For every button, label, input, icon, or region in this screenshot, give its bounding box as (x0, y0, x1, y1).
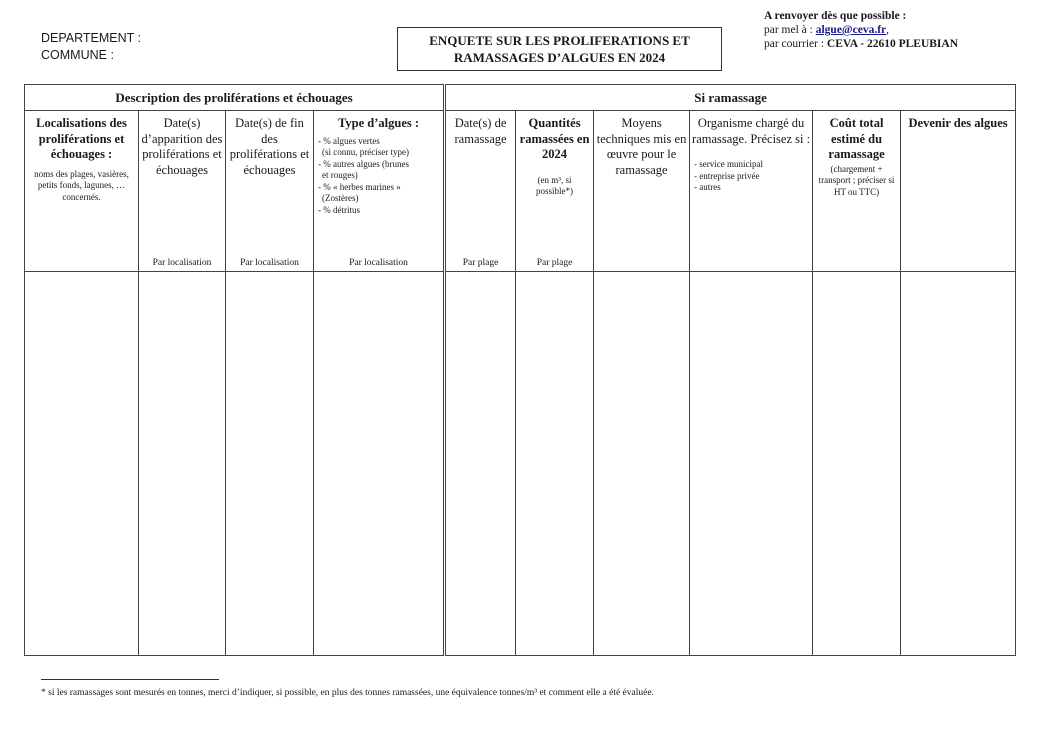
return-instructions (764, 9, 958, 51)
organisme-item: - service municipal (694, 159, 764, 169)
type-item: - % autres algues (brunes (318, 158, 409, 169)
col-quantites-title: Quantités ramassées en 2024 (519, 116, 590, 161)
col-date-apparition-note: Par localisation (152, 258, 212, 268)
col-quantites (516, 111, 594, 272)
entry-cell-cout[interactable] (813, 272, 901, 656)
entry-cell-localisations[interactable] (25, 272, 139, 656)
column-header-row (25, 111, 1016, 272)
type-item: - % détritus (318, 204, 360, 215)
entry-cell-organisme[interactable] (690, 272, 813, 656)
col-date-apparition-title: Date(s) d’apparition des proliférations et échouages (141, 116, 223, 177)
col-type-algues-title: Type d’algues : (338, 116, 420, 130)
organisme-item: - entreprise privée (694, 170, 760, 181)
commune-label: COMMUNE : (41, 48, 114, 62)
email-line (764, 23, 958, 37)
entry-cell-devenir[interactable] (901, 272, 1016, 656)
col-organisme (690, 111, 813, 272)
type-item: - % algues vertes (318, 135, 380, 146)
col-date-fin (226, 111, 314, 272)
col-date-ramassage-note: Par plage (462, 258, 499, 268)
section-description: Description des proliférations et échouages (25, 85, 445, 111)
type-item: - % « herbes marines » (318, 181, 401, 192)
col-type-algues-note: Par localisation (349, 258, 408, 268)
mail-address: CEVA - 22610 PLEUBIAN (826, 38, 959, 50)
col-date-ramassage (445, 111, 516, 272)
type-item: (Zostères) (322, 193, 359, 203)
survey-title-line1: ENQUETE SUR LES PROLIFERATIONS ET (429, 33, 690, 48)
mail-line (764, 37, 958, 51)
survey-table (24, 84, 1016, 656)
type-item: et rouges) (322, 170, 358, 180)
col-type-algues-list (314, 132, 443, 217)
col-moyens (594, 111, 690, 272)
col-cout-title: Coût total estimé du ramassage (828, 116, 885, 161)
entry-cell-moyens[interactable] (594, 272, 690, 656)
col-devenir-title: Devenir des algues (908, 116, 1008, 130)
email-suffix: , (886, 24, 890, 36)
col-type-algues (314, 111, 445, 272)
col-localisations-title: Localisations des proliférations et échouages : (36, 116, 127, 161)
return-title: A renvoyer dès que possible : (764, 10, 907, 22)
entry-cell-date-ramassage[interactable] (445, 272, 516, 656)
col-organisme-title: Organisme chargé du ramassage. Précisez si : (692, 116, 811, 146)
footnote: * si les ramassages sont mesurés en tonnes, merci d’indiquer, si possible, en plus des tonnes ramassées, une équivalence tonnes/m³ et comment elle a été évaluée. (41, 688, 654, 698)
entry-cell-quantites[interactable] (516, 272, 594, 656)
survey-title-line2: RAMASSAGES D’ALGUES EN 2024 (453, 50, 666, 65)
col-date-fin-title: Date(s) de fin des proliférations et échouages (229, 116, 310, 177)
col-organisme-list (690, 147, 812, 194)
section-header-row (25, 85, 1016, 111)
col-quantites-sub: (en m³, si possible*) (536, 174, 574, 196)
col-quantites-note: Par plage (536, 258, 573, 268)
entry-cell-type-algues[interactable] (314, 272, 445, 656)
entry-cell-date-apparition[interactable] (139, 272, 226, 656)
entry-row (25, 272, 1016, 656)
col-date-fin-note: Par localisation (240, 258, 299, 268)
departement-label: DEPARTEMENT : (41, 31, 142, 45)
location-fields (41, 30, 141, 64)
email-prefix: par mel à : (764, 24, 816, 36)
email-link[interactable]: algue@ceva.fr (815, 24, 887, 36)
col-localisations (25, 111, 139, 272)
col-date-ramassage-title: Date(s) de ramassage (454, 116, 507, 146)
footnote-divider (41, 679, 219, 680)
col-moyens-title: Moyens techniques mis en œuvre pour le ramassage (596, 116, 687, 177)
col-date-apparition (139, 111, 226, 272)
entry-cell-date-fin[interactable] (226, 272, 314, 656)
col-localisations-sub: noms des plages, vasières, petits fonds, lagunes, … concernés. (34, 168, 129, 202)
col-cout (813, 111, 901, 272)
section-ramassage: Si ramassage (445, 85, 1016, 111)
type-item: (si connu, préciser type) (322, 147, 409, 157)
mail-prefix: par courrier : (764, 38, 827, 50)
col-devenir (901, 111, 1016, 272)
survey-title (397, 27, 722, 71)
col-cout-sub: (chargement + transport ; préciser si HT ou TTC) (818, 163, 895, 197)
organisme-item: - autres (694, 182, 721, 192)
